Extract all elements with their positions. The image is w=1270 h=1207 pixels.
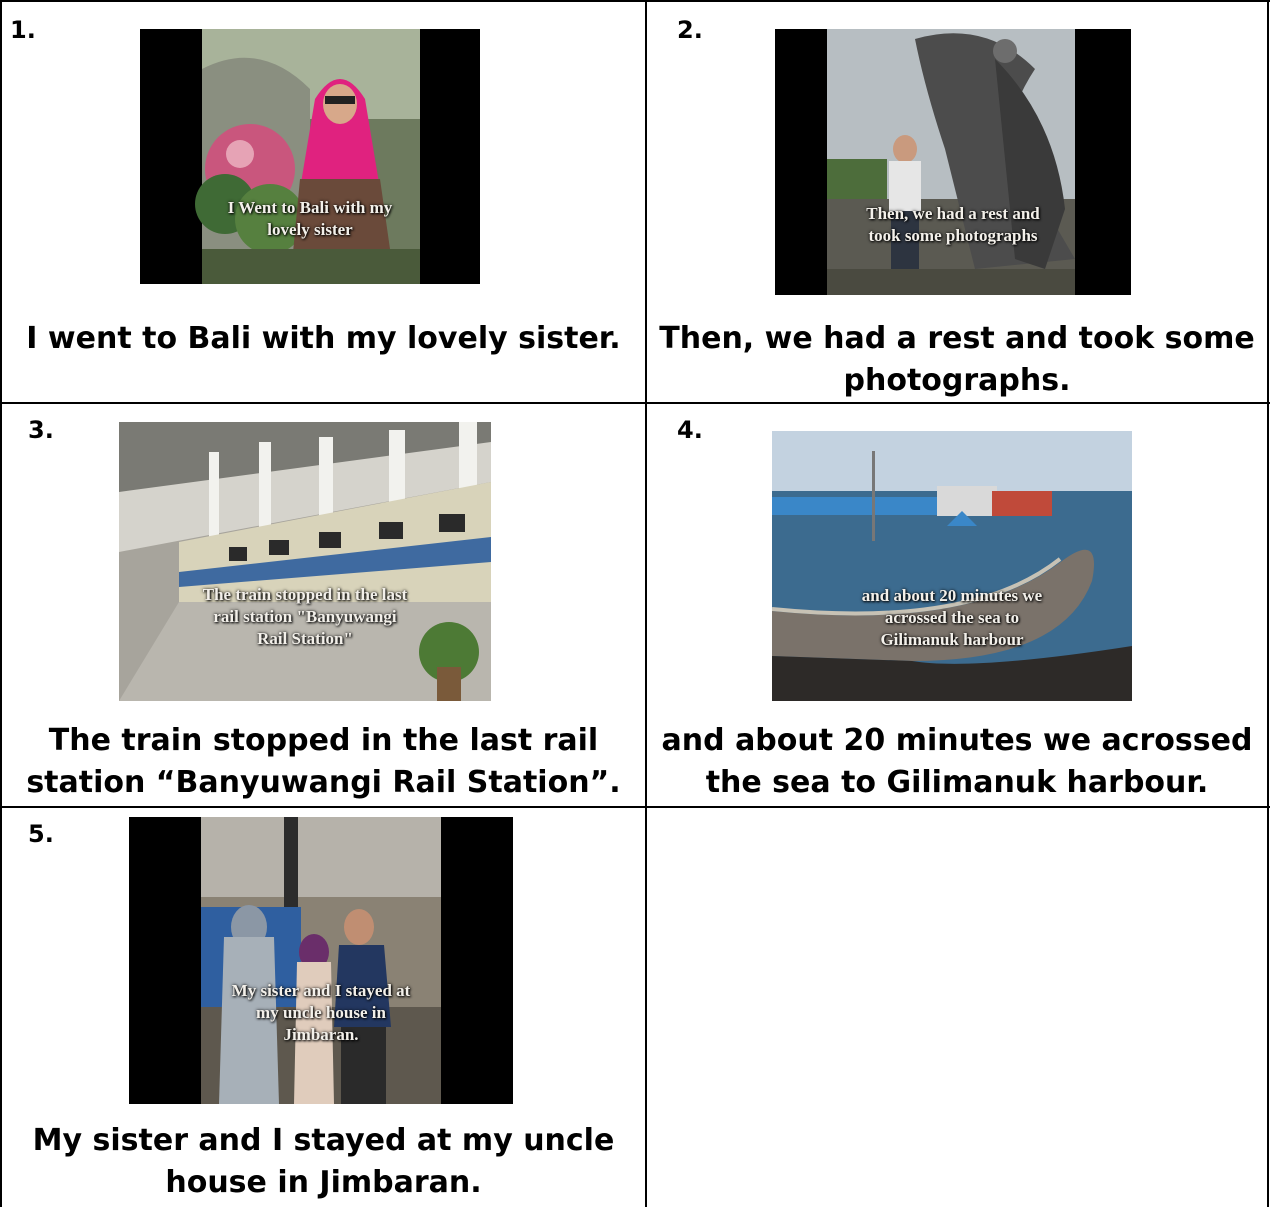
story-cell-3: [2, 404, 645, 806]
photo-image: [129, 817, 513, 1104]
story-cell-4: [647, 404, 1267, 806]
caption-line: My sister and I stayed at my uncle: [32, 1123, 615, 1158]
overlay-line: lovely sister: [267, 220, 353, 239]
caption-line: The train stopped in the last rail: [48, 723, 599, 758]
cell-number: 3.: [28, 416, 54, 444]
overlay-line: I Went to Bali with my: [227, 198, 393, 217]
story-cell-1: [2, 2, 645, 402]
photo-image: [140, 29, 480, 284]
photo-image: [119, 422, 491, 701]
story-cell-empty: [647, 808, 1267, 1207]
overlay-line: and about 20 minutes we: [861, 586, 1043, 605]
photo-statue: [775, 29, 1131, 295]
cell-number: 1.: [10, 16, 36, 44]
overlay-line: My sister and I stayed at: [231, 981, 411, 1000]
photo-caption-overlay: [775, 203, 1131, 247]
story-caption: [2, 720, 645, 804]
overlay-line: The train stopped in the last: [202, 585, 408, 604]
cell-number: 4.: [677, 416, 703, 444]
story-caption: [647, 720, 1267, 804]
overlay-line: Gilimanuk harbour: [880, 630, 1024, 649]
story-caption: [2, 1120, 645, 1204]
photo-caption-overlay: [772, 585, 1132, 651]
photo-image: [772, 431, 1132, 701]
photo-caption-overlay: [129, 980, 513, 1046]
table-border-right: [1267, 0, 1269, 1207]
overlay-line: rail station "Banyuwangi: [213, 607, 397, 626]
overlay-line: Then, we had a rest and: [866, 204, 1040, 223]
caption-line: house in Jimbaran.: [165, 1165, 482, 1200]
overlay-line: Jimbaran.: [283, 1025, 359, 1044]
photo-harbour: [772, 431, 1132, 701]
caption-line: photographs.: [843, 363, 1071, 398]
story-cell-2: [647, 2, 1267, 402]
caption-line: the sea to Gilimanuk harbour.: [705, 765, 1209, 800]
photo-image: [775, 29, 1131, 295]
story-cell-5: [2, 808, 645, 1207]
cell-number: 2.: [677, 16, 703, 44]
caption-line: and about 20 minutes we acrossed: [661, 723, 1253, 758]
photo-family: [129, 817, 513, 1104]
overlay-line: acrossed the sea to: [884, 608, 1020, 627]
caption-line: station “Banyuwangi Rail Station”.: [26, 765, 621, 800]
overlay-line: Rail Station": [257, 629, 353, 648]
overlay-line: took some photographs: [868, 226, 1038, 245]
photo-caption-overlay: [140, 197, 480, 241]
photo-girl-at-garden: [140, 29, 480, 284]
caption-line: Then, we had a rest and took some: [659, 321, 1255, 356]
caption-line: I went to Bali with my lovely sister.: [26, 321, 621, 356]
photo-train-station: [119, 422, 491, 701]
cell-number: 5.: [28, 820, 54, 848]
story-caption: [647, 318, 1267, 402]
overlay-line: my uncle house in: [256, 1003, 386, 1022]
story-caption: [2, 318, 645, 360]
photo-caption-overlay: [119, 584, 491, 650]
